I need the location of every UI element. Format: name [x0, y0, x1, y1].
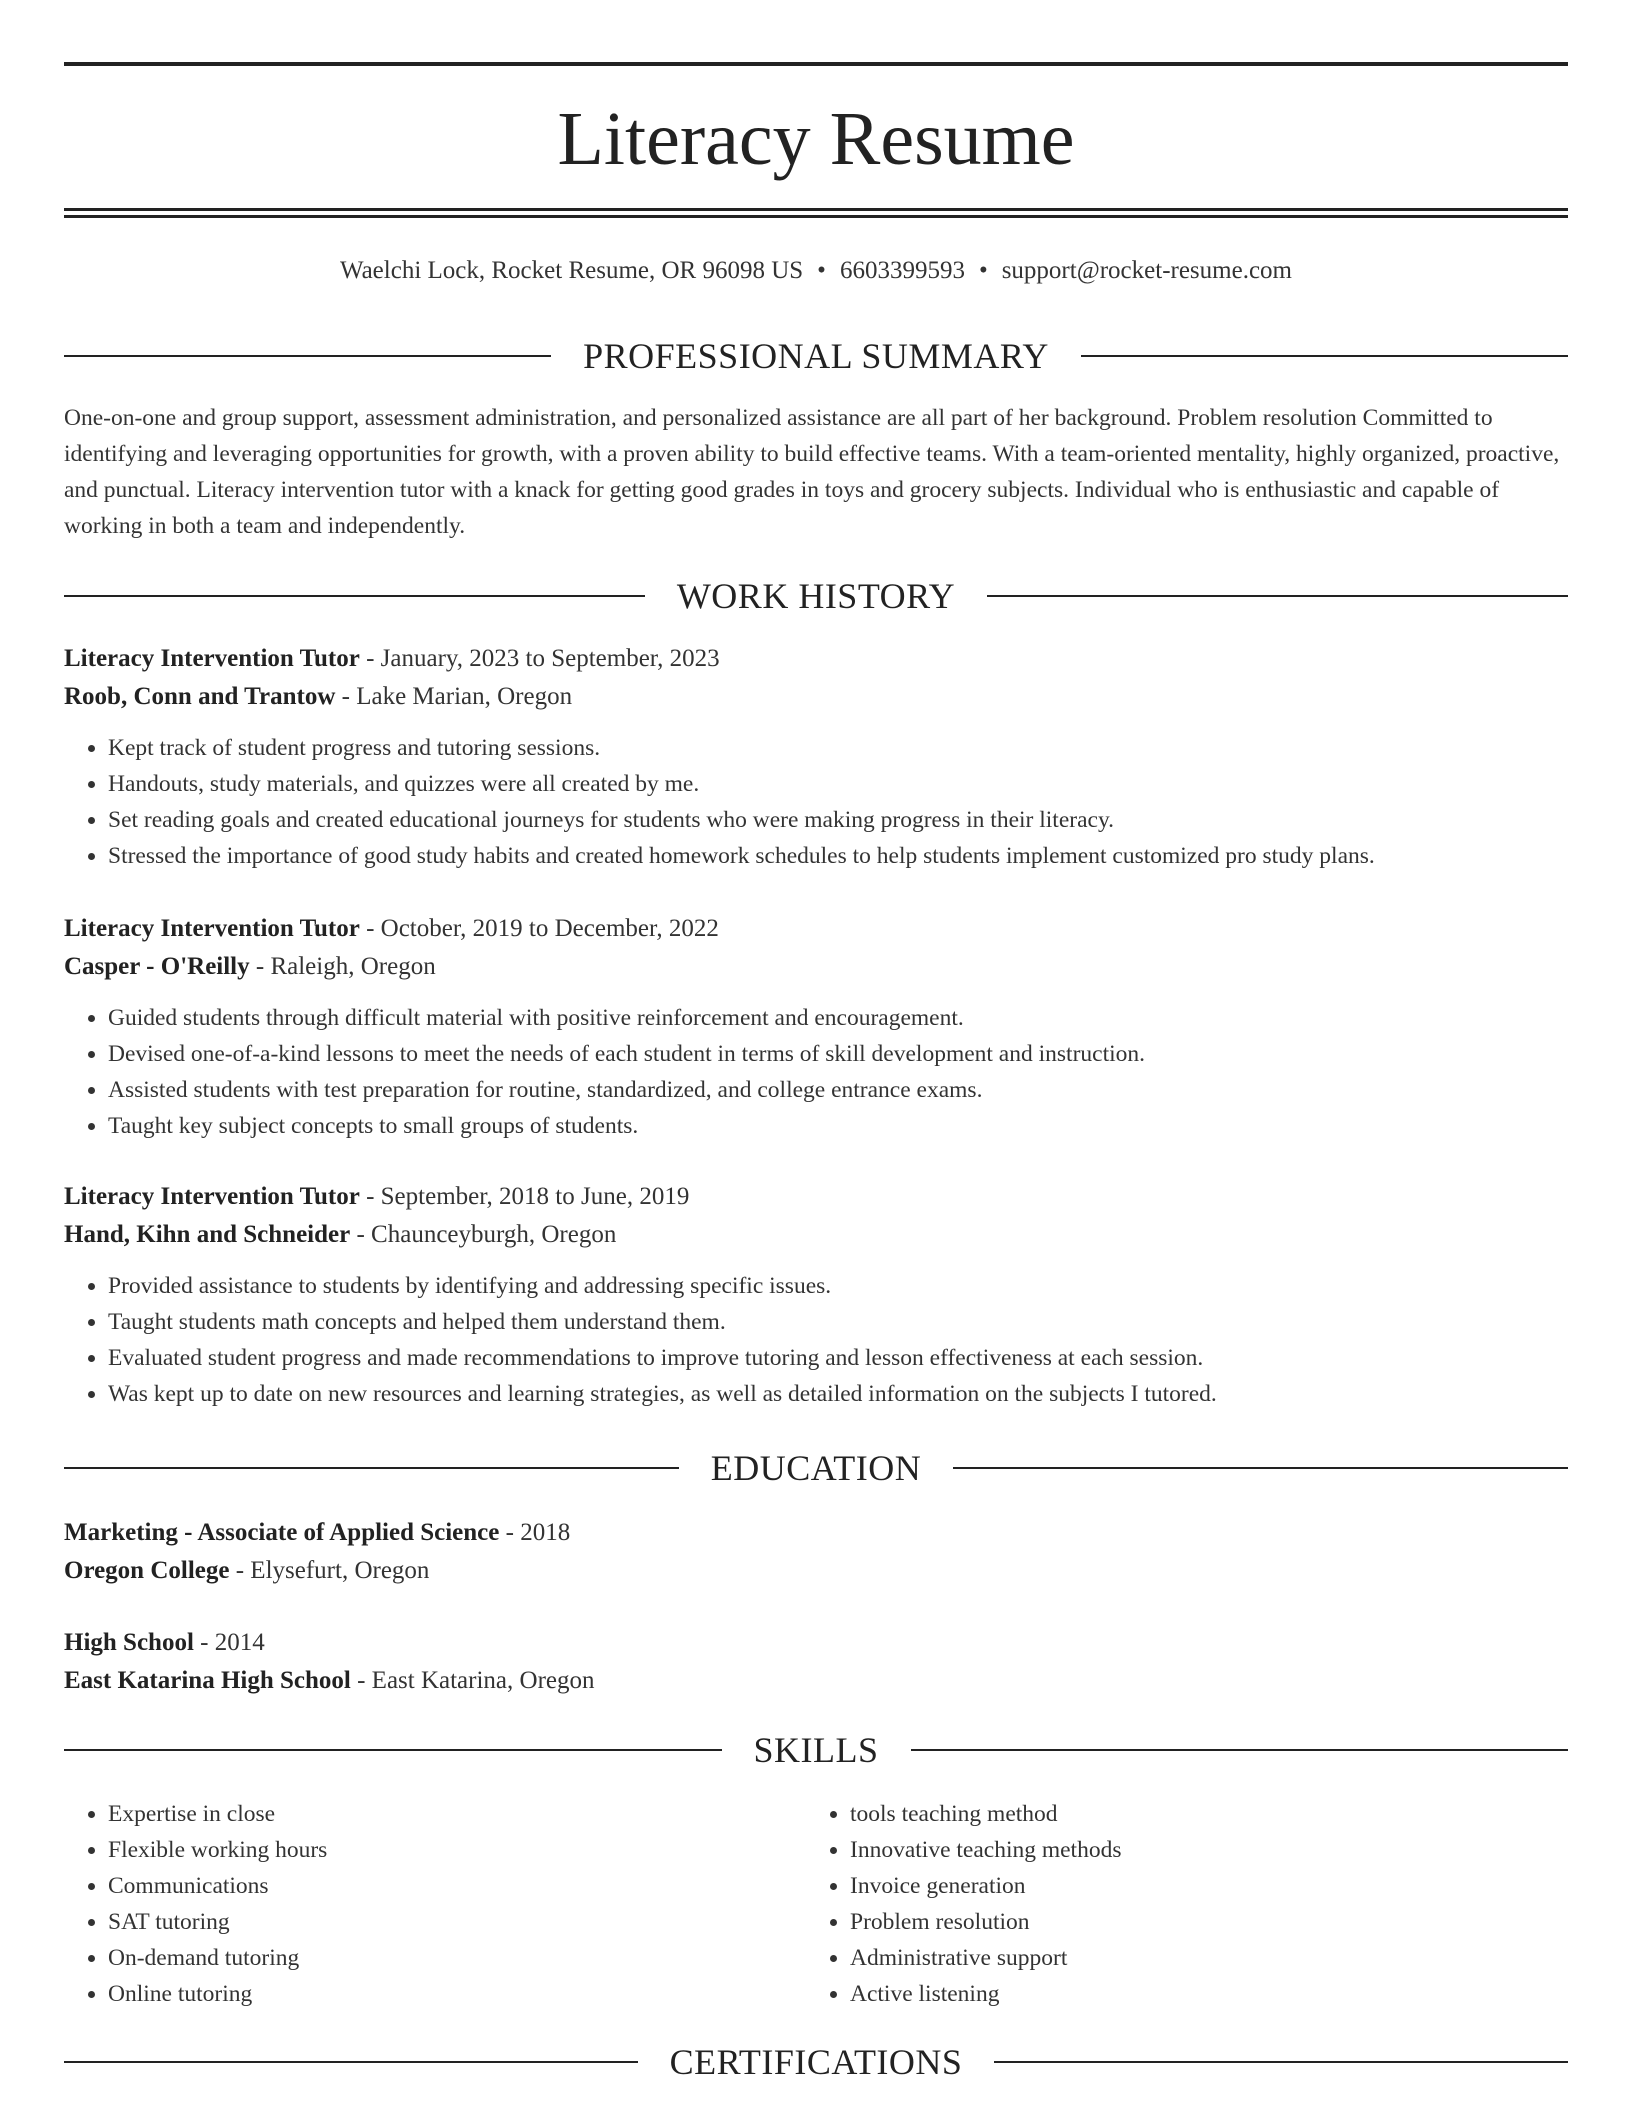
section-divider — [64, 355, 551, 357]
job-bullets — [64, 730, 1568, 874]
skill-item: • Active listening — [850, 1976, 1548, 2012]
job-company: Roob, Conn and Trantow — [64, 683, 336, 710]
contact-separator: • — [978, 257, 988, 284]
job-entry — [64, 1178, 1568, 1412]
job-company: Casper - O'Reilly — [64, 953, 250, 980]
skill-item: • Innovative teaching methods — [850, 1832, 1548, 1868]
job-bullet: • Provided assistance to students by identifying and addressing specific issues. — [108, 1268, 1568, 1304]
section-divider — [64, 2061, 638, 2063]
header-double-rule-top — [64, 208, 1568, 211]
contact-line — [64, 254, 1568, 288]
education-entry — [64, 1624, 1568, 1700]
job-bullet: • Taught students math concepts and helped them understand them. — [108, 1304, 1568, 1340]
job-dates: - January, 2023 to September, 2023 — [359, 645, 720, 672]
section-title: EDUCATION — [710, 1448, 922, 1488]
job-bullet: • Evaluated student progress and made recommendations to improve tutoring and lesson effectiveness at each session. — [108, 1340, 1568, 1376]
job-title: Literacy Intervention Tutor — [64, 1183, 360, 1210]
skill-item: • Expertise in close — [108, 1796, 806, 1832]
contact-email[interactable]: support@rocket-resume.com — [1001, 257, 1292, 284]
section-header-summary — [64, 334, 1568, 378]
job-title: Literacy Intervention Tutor — [64, 915, 360, 942]
skill-item: • Online tutoring — [108, 1976, 806, 2012]
education-school: Oregon College — [64, 1557, 230, 1584]
job-dates: - October, 2019 to December, 2022 — [359, 915, 719, 942]
job-company-line — [64, 948, 1568, 986]
resume-title: Literacy Resume — [557, 97, 1075, 181]
job-bullet: • Taught key subject concepts to small groups of students. — [108, 1108, 1568, 1144]
education-school-line — [64, 1552, 1568, 1590]
job-location: - Chaunceyburgh, Oregon — [350, 1221, 617, 1248]
education-degree: High School — [64, 1629, 194, 1656]
job-title-line — [64, 910, 1568, 948]
contact-separator: • — [817, 257, 826, 284]
skill-item: • Flexible working hours — [108, 1832, 806, 1868]
header-top-rule — [64, 62, 1568, 66]
header-double-rule-bottom — [64, 215, 1568, 218]
job-title-line — [64, 640, 1568, 678]
job-bullets — [64, 1268, 1568, 1412]
section-divider — [911, 1749, 1569, 1751]
job-company-line — [64, 1216, 1568, 1254]
section-divider — [64, 1467, 679, 1469]
section-title: SKILLS — [753, 1730, 879, 1770]
job-company-line — [64, 678, 1568, 716]
education-degree: Marketing - Associate of Applied Science — [64, 1519, 500, 1546]
skills-list — [64, 1796, 1568, 2012]
education-year: - 2014 — [193, 1629, 265, 1656]
job-dates: - September, 2018 to June, 2019 — [359, 1183, 690, 1210]
job-company: Hand, Kihn and Schneider — [64, 1221, 351, 1248]
job-bullet: • Guided students through difficult material with positive reinforcement and encouragement. — [108, 1000, 1568, 1036]
skill-item: • Communications — [108, 1868, 806, 1904]
job-entry — [64, 640, 1568, 874]
job-location: - Raleigh, Oregon — [249, 953, 436, 980]
section-header-education — [64, 1446, 1568, 1490]
job-bullet: • Assisted students with test preparation for routine, standardized, and college entrance exams. — [108, 1072, 1568, 1108]
skills-column-left — [64, 1796, 806, 2012]
job-location: - Lake Marian, Oregon — [335, 683, 573, 710]
job-bullet: • Devised one-of-a-kind lessons to meet the needs of each student in terms of skill development and instruction. — [108, 1036, 1568, 1072]
education-location: - East Katarina, Oregon — [350, 1667, 595, 1694]
contact-phone[interactable]: 6603399593 — [839, 257, 965, 284]
education-degree-line — [64, 1514, 1568, 1552]
job-bullet: • Set reading goals and created educational journeys for students who were making progress in their literacy. — [108, 802, 1568, 838]
job-title: Literacy Intervention Tutor — [64, 645, 360, 672]
education-school: East Katarina High School — [64, 1667, 351, 1694]
contact-address: Waelchi Lock, Rocket Resume, OR 96098 US — [339, 257, 804, 284]
skill-item: • SAT tutoring — [108, 1904, 806, 1940]
skill-item: • Problem resolution — [850, 1904, 1548, 1940]
section-header-work-history — [64, 574, 1568, 618]
skill-item: • On-demand tutoring — [108, 1940, 806, 1976]
job-title-line — [64, 1178, 1568, 1216]
education-location: - Elysefurt, Oregon — [229, 1557, 430, 1584]
section-header-skills — [64, 1728, 1568, 1772]
section-divider — [64, 1749, 722, 1751]
job-bullet: • Stressed the importance of good study habits and created homework schedules to help students implement customized pro study plans. — [108, 838, 1568, 874]
job-bullet: • Handouts, study materials, and quizzes were all created by me. — [108, 766, 1568, 802]
section-divider — [987, 595, 1568, 597]
section-divider — [1081, 355, 1568, 357]
section-divider — [64, 595, 645, 597]
skill-item: • Invoice generation — [850, 1868, 1548, 1904]
section-divider — [994, 2061, 1568, 2063]
job-bullets — [64, 1000, 1568, 1144]
section-header-certifications — [64, 2040, 1568, 2084]
section-title: PROFESSIONAL SUMMARY — [583, 336, 1049, 376]
education-year: - 2018 — [499, 1519, 571, 1546]
skill-item: • tools teaching method — [850, 1796, 1548, 1832]
education-degree-line — [64, 1624, 1568, 1662]
skill-item: • Administrative support — [850, 1940, 1548, 1976]
section-title: WORK HISTORY — [676, 576, 956, 616]
education-entry — [64, 1514, 1568, 1590]
summary-text: One-on-one and group support, assessment administration, and personalized assistance are all part of her background. Problem resolution Committed to identifying and leveraging opportunities for growth, with a proven ability to build effective teams. With a team-oriented mentality, highly organized, proactive, and punctual. Literacy intervention tutor with a knack for getting good grades in toys and grocery subjects. Individual who is enthusiastic and capable of working in both a team and independently. — [64, 405, 1560, 539]
section-divider — [953, 1467, 1568, 1469]
skills-column-right — [806, 1796, 1548, 2012]
job-entry — [64, 910, 1568, 1144]
education-school-line — [64, 1662, 1568, 1700]
job-bullet: • Kept track of student progress and tutoring sessions. — [108, 730, 1568, 766]
section-title: CERTIFICATIONS — [669, 2042, 963, 2082]
job-bullet: • Was kept up to date on new resources and learning strategies, as well as detailed information on the subjects I tutored. — [108, 1376, 1568, 1412]
